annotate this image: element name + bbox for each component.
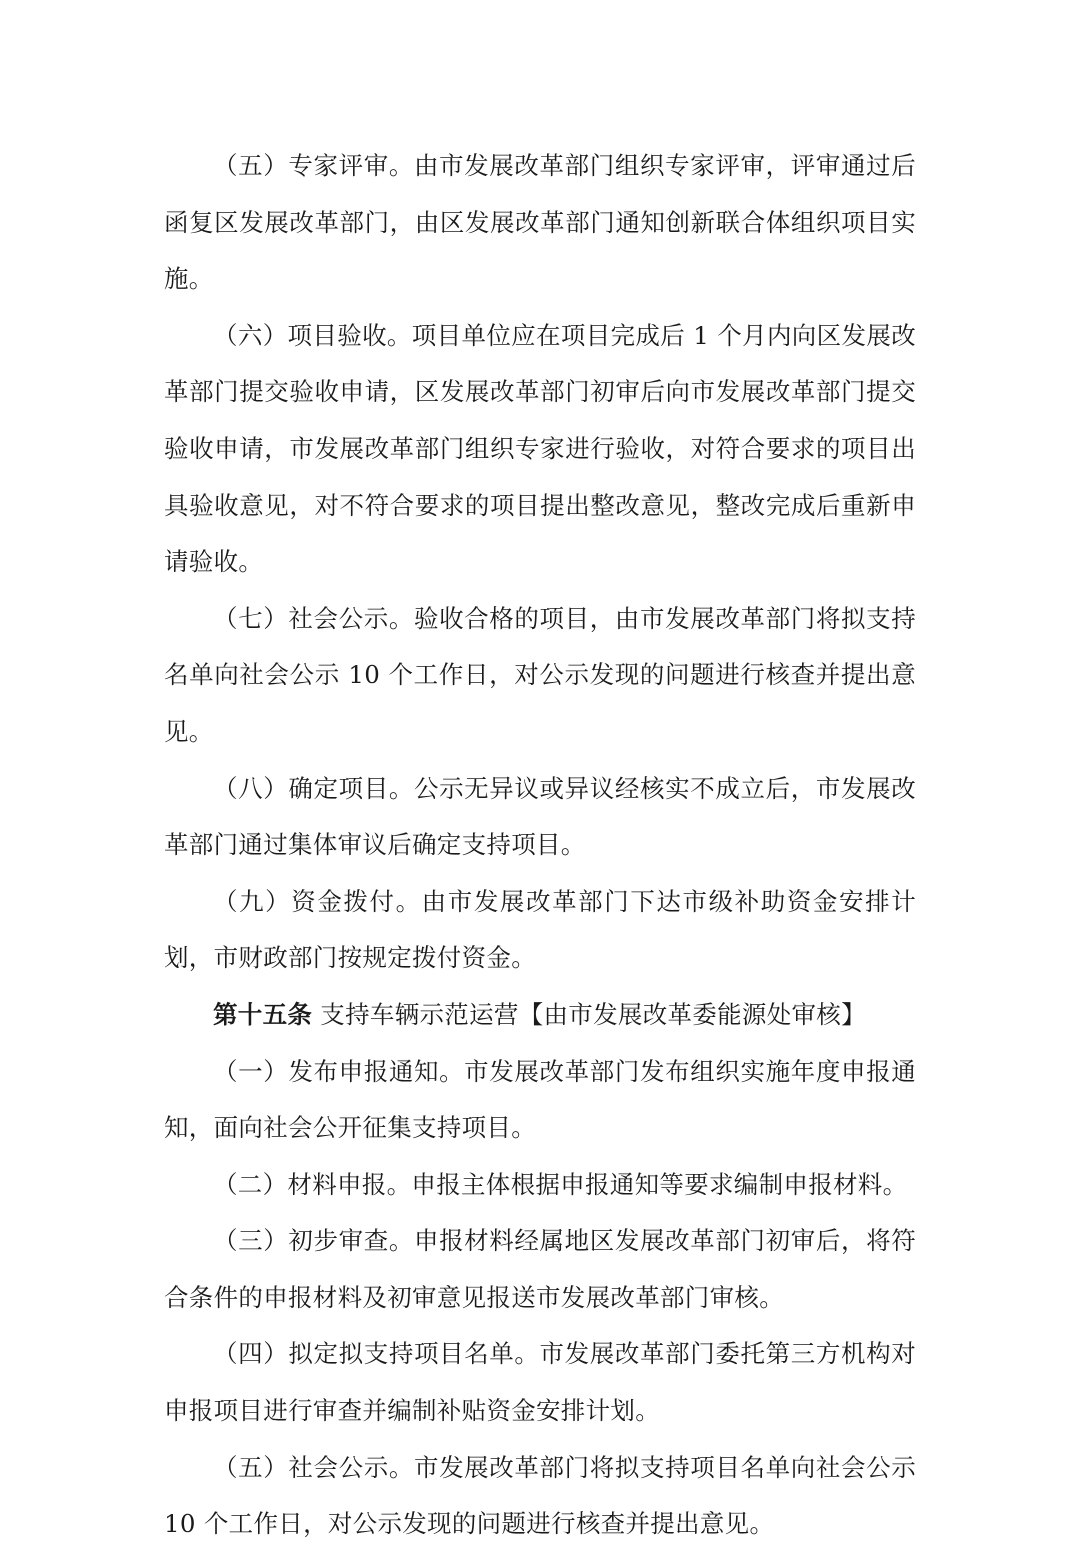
article-title: 支持车辆示范运营【由市发展改革委能源处审核】 xyxy=(312,999,866,1029)
article-heading xyxy=(164,987,916,1044)
paragraph-project-acceptance: （六）项目验收。项目单位应在项目完成后 1 个月内向区发展改革部门提交验收申请，区发展改革部门初审后向市发展改革部门提交验收申请，市发展改革部门组织专家进行验收，对符合要求的项目出具验收意见，对不符合要求的项目提出整改意见，整改完成后重新申请验收。 xyxy=(164,320,916,577)
document-body xyxy=(164,138,916,1553)
paragraph-publish-notice: （一）发布申报通知。市发展改革部门发布组织实施年度申报通知，面向社会公开征集支持项目。 xyxy=(164,1056,916,1143)
paragraph-preliminary-review: （三）初步审查。申报材料经属地区发展改革部门初审后，将符合条件的申报材料及初审意见报送市发展改革部门审核。 xyxy=(164,1226,916,1312)
paragraph-public-notice: （七）社会公示。验收合格的项目，由市发展改革部门将拟支持名单向社会公示 10 个工作日，对公示发现的问题进行核查并提出意见。 xyxy=(164,603,916,746)
paragraph-material-application: （二）材料申报。申报主体根据申报通知等要求编制申报材料。 xyxy=(213,1169,908,1199)
article-number: 第十五条 xyxy=(213,999,313,1029)
paragraph-fund-allocation: （九）资金拨付。由市发展改革部门下达市级补助资金安排计划，市财政部门按规定拨付资金。 xyxy=(164,886,916,973)
paragraph-draft-list: （四）拟定拟支持项目名单。市发展改革部门委托第三方机构对申报项目进行审查并编制补贴资金安排计划。 xyxy=(164,1339,916,1426)
paragraph-confirm-project: （八）确定项目。公示无异议或异议经核实不成立后，市发展改革部门通过集体审议后确定支持项目。 xyxy=(164,773,916,860)
paragraph-expert-review: （五）专家评审。由市发展改革部门组织专家评审，评审通过后函复区发展改革部门，由区发展改革部门通知创新联合体组织项目实施。 xyxy=(164,151,916,294)
paragraph-social-publicity: （五）社会公示。市发展改革部门将拟支持项目名单向社会公示 10 个工作日，对公示发现的问题进行核查并提出意见。 xyxy=(164,1452,916,1539)
